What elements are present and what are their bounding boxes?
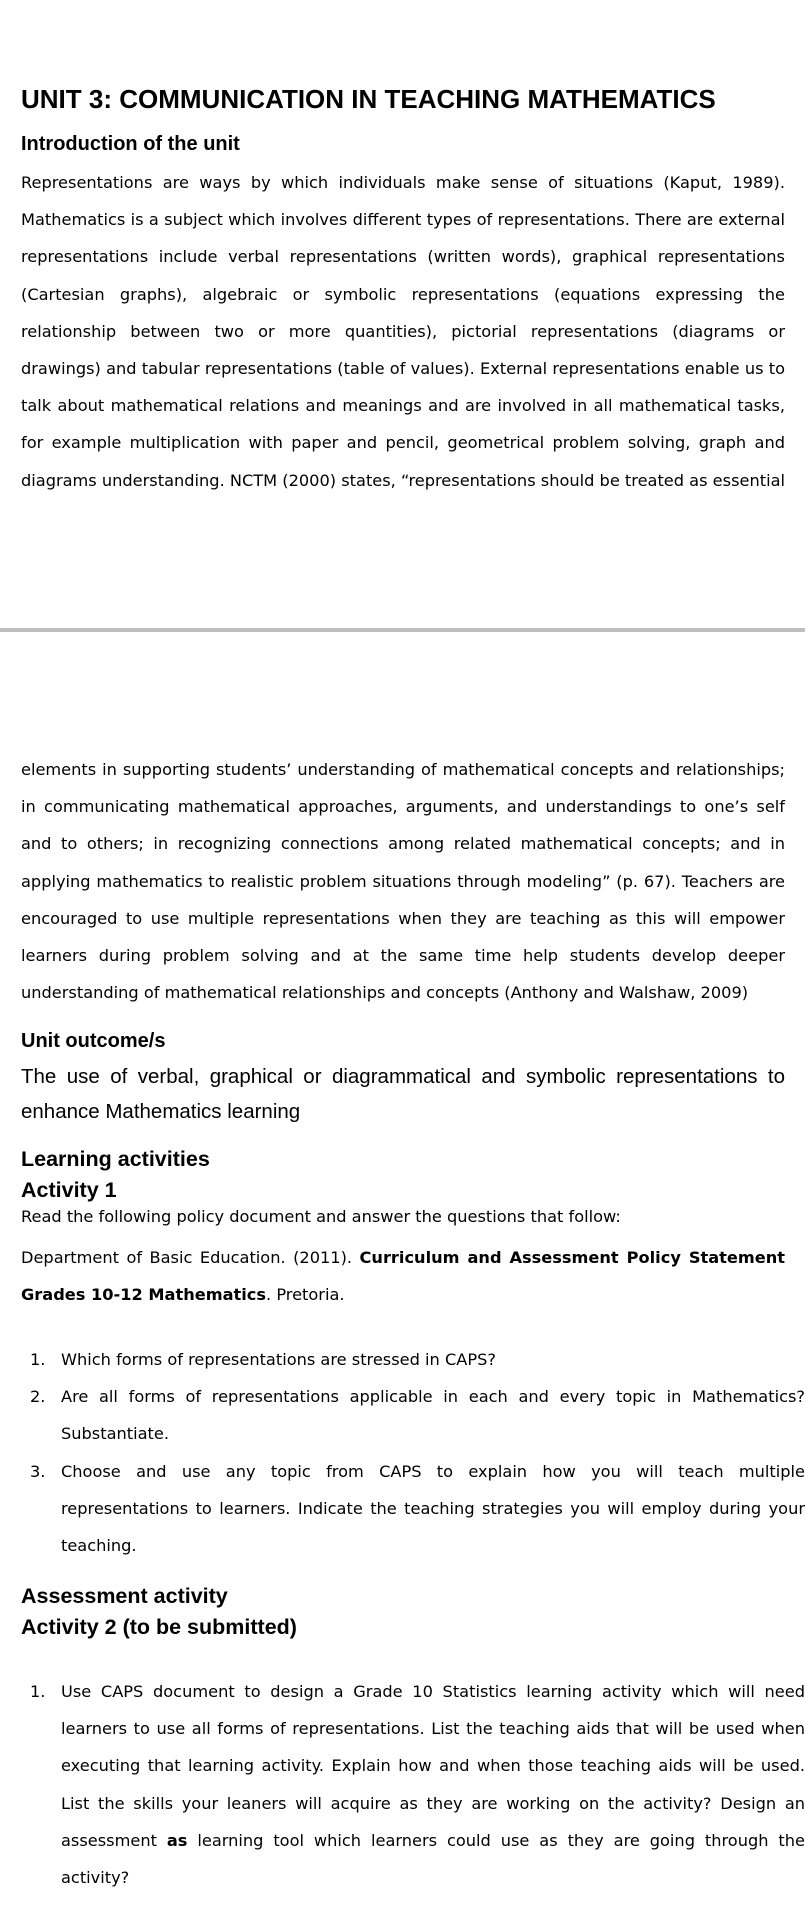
- activity1-heading: Activity 1: [21, 1178, 117, 1202]
- list-item: 1. Use CAPS document to design a Grade 10 Statistics learning activity which will need learners to use all forms of representations. List the teaching aids that will be used when executing that learning activity. Explain how and when those teaching aids will be used. List the skills your leaners will acquire as they are working on the activity? Design an assessment as learning tool which learners could use as they are going through the activity?: [30, 1682, 805, 1888]
- intro-paragraph-part2: elements in supporting students’ understanding of mathematical concepts and relationships; in communicating mathematical approaches, arguments, and understandings to one’s self and to others; in recognizing connections among related mathematical concepts; and in applying mathematics to realistic problem situations through modeling” (p. 67). Teachers are encouraged to use multiple representations when they are teaching as this will empower learners during problem solving and at the same time help students develop deeper understanding of mathematical relationships and concepts (Anthony and Walshaw, 2009): [21, 760, 785, 1003]
- activity2-heading: Activity 2 (to be submitted): [21, 1615, 297, 1639]
- document-page-2: [0, 632, 805, 1920]
- reference-prefix: Department of Basic Education. (2011).: [21, 1248, 360, 1267]
- learning-activities-heading: Learning activities: [21, 1147, 210, 1171]
- intro-paragraph-part1: Representations are ways by which individuals make sense of situations (Kaput, 1989). Mathematics is a subject which involves different types of representations. There are external representations include verbal representations (written words), graphical representations (Cartesian graphs), algebraic or symbolic representations (equations expressing the relationship between two or more quantities), pictorial representations (diagrams or drawings) and tabular representations (table of values). External representations enable us to talk about mathematical relations and meanings and are involved in all mathematical tasks, for example multiplication with paper and pencil, geometrical problem solving, graph and diagrams understanding. NCTM (2000) states, “representations should be treated as essential: [21, 173, 785, 490]
- list-item: 3. Choose and use any topic from CAPS to explain how you will teach multiple representations to learners. Indicate the teaching strategies you will employ during your teaching.: [30, 1461, 805, 1556]
- list-item: 1. Which forms of representations are stressed in CAPS?: [30, 1350, 496, 1369]
- assessment-heading: Assessment activity: [21, 1584, 228, 1608]
- list-item: 2. Are all forms of representations applicable in each and every topic in Mathematics? Substantiate.: [30, 1387, 805, 1444]
- activity1-instruction: Read the following policy document and answer the questions that follow:: [21, 1207, 621, 1226]
- reference-suffix: . Pretoria.: [266, 1285, 345, 1305]
- outcomes-heading: Unit outcome/s: [21, 1030, 166, 1052]
- document-page-1: [0, 0, 805, 628]
- activity1-question-list: [0, 1341, 805, 1564]
- intro-heading: Introduction of the unit: [21, 133, 240, 155]
- policy-reference: [0, 1239, 805, 1313]
- outcomes-text: The use of verbal, graphical or diagrammatical and symbolic representations to enhance Mathematics learning: [21, 1065, 785, 1123]
- activity2-question-list: [0, 1673, 805, 1896]
- unit-title: UNIT 3: COMMUNICATION IN TEACHING MATHEMATICS: [21, 84, 716, 114]
- reference-title: Curriculum and Assessment Policy Statement Grades 10-12 Mathematics: [21, 1248, 785, 1305]
